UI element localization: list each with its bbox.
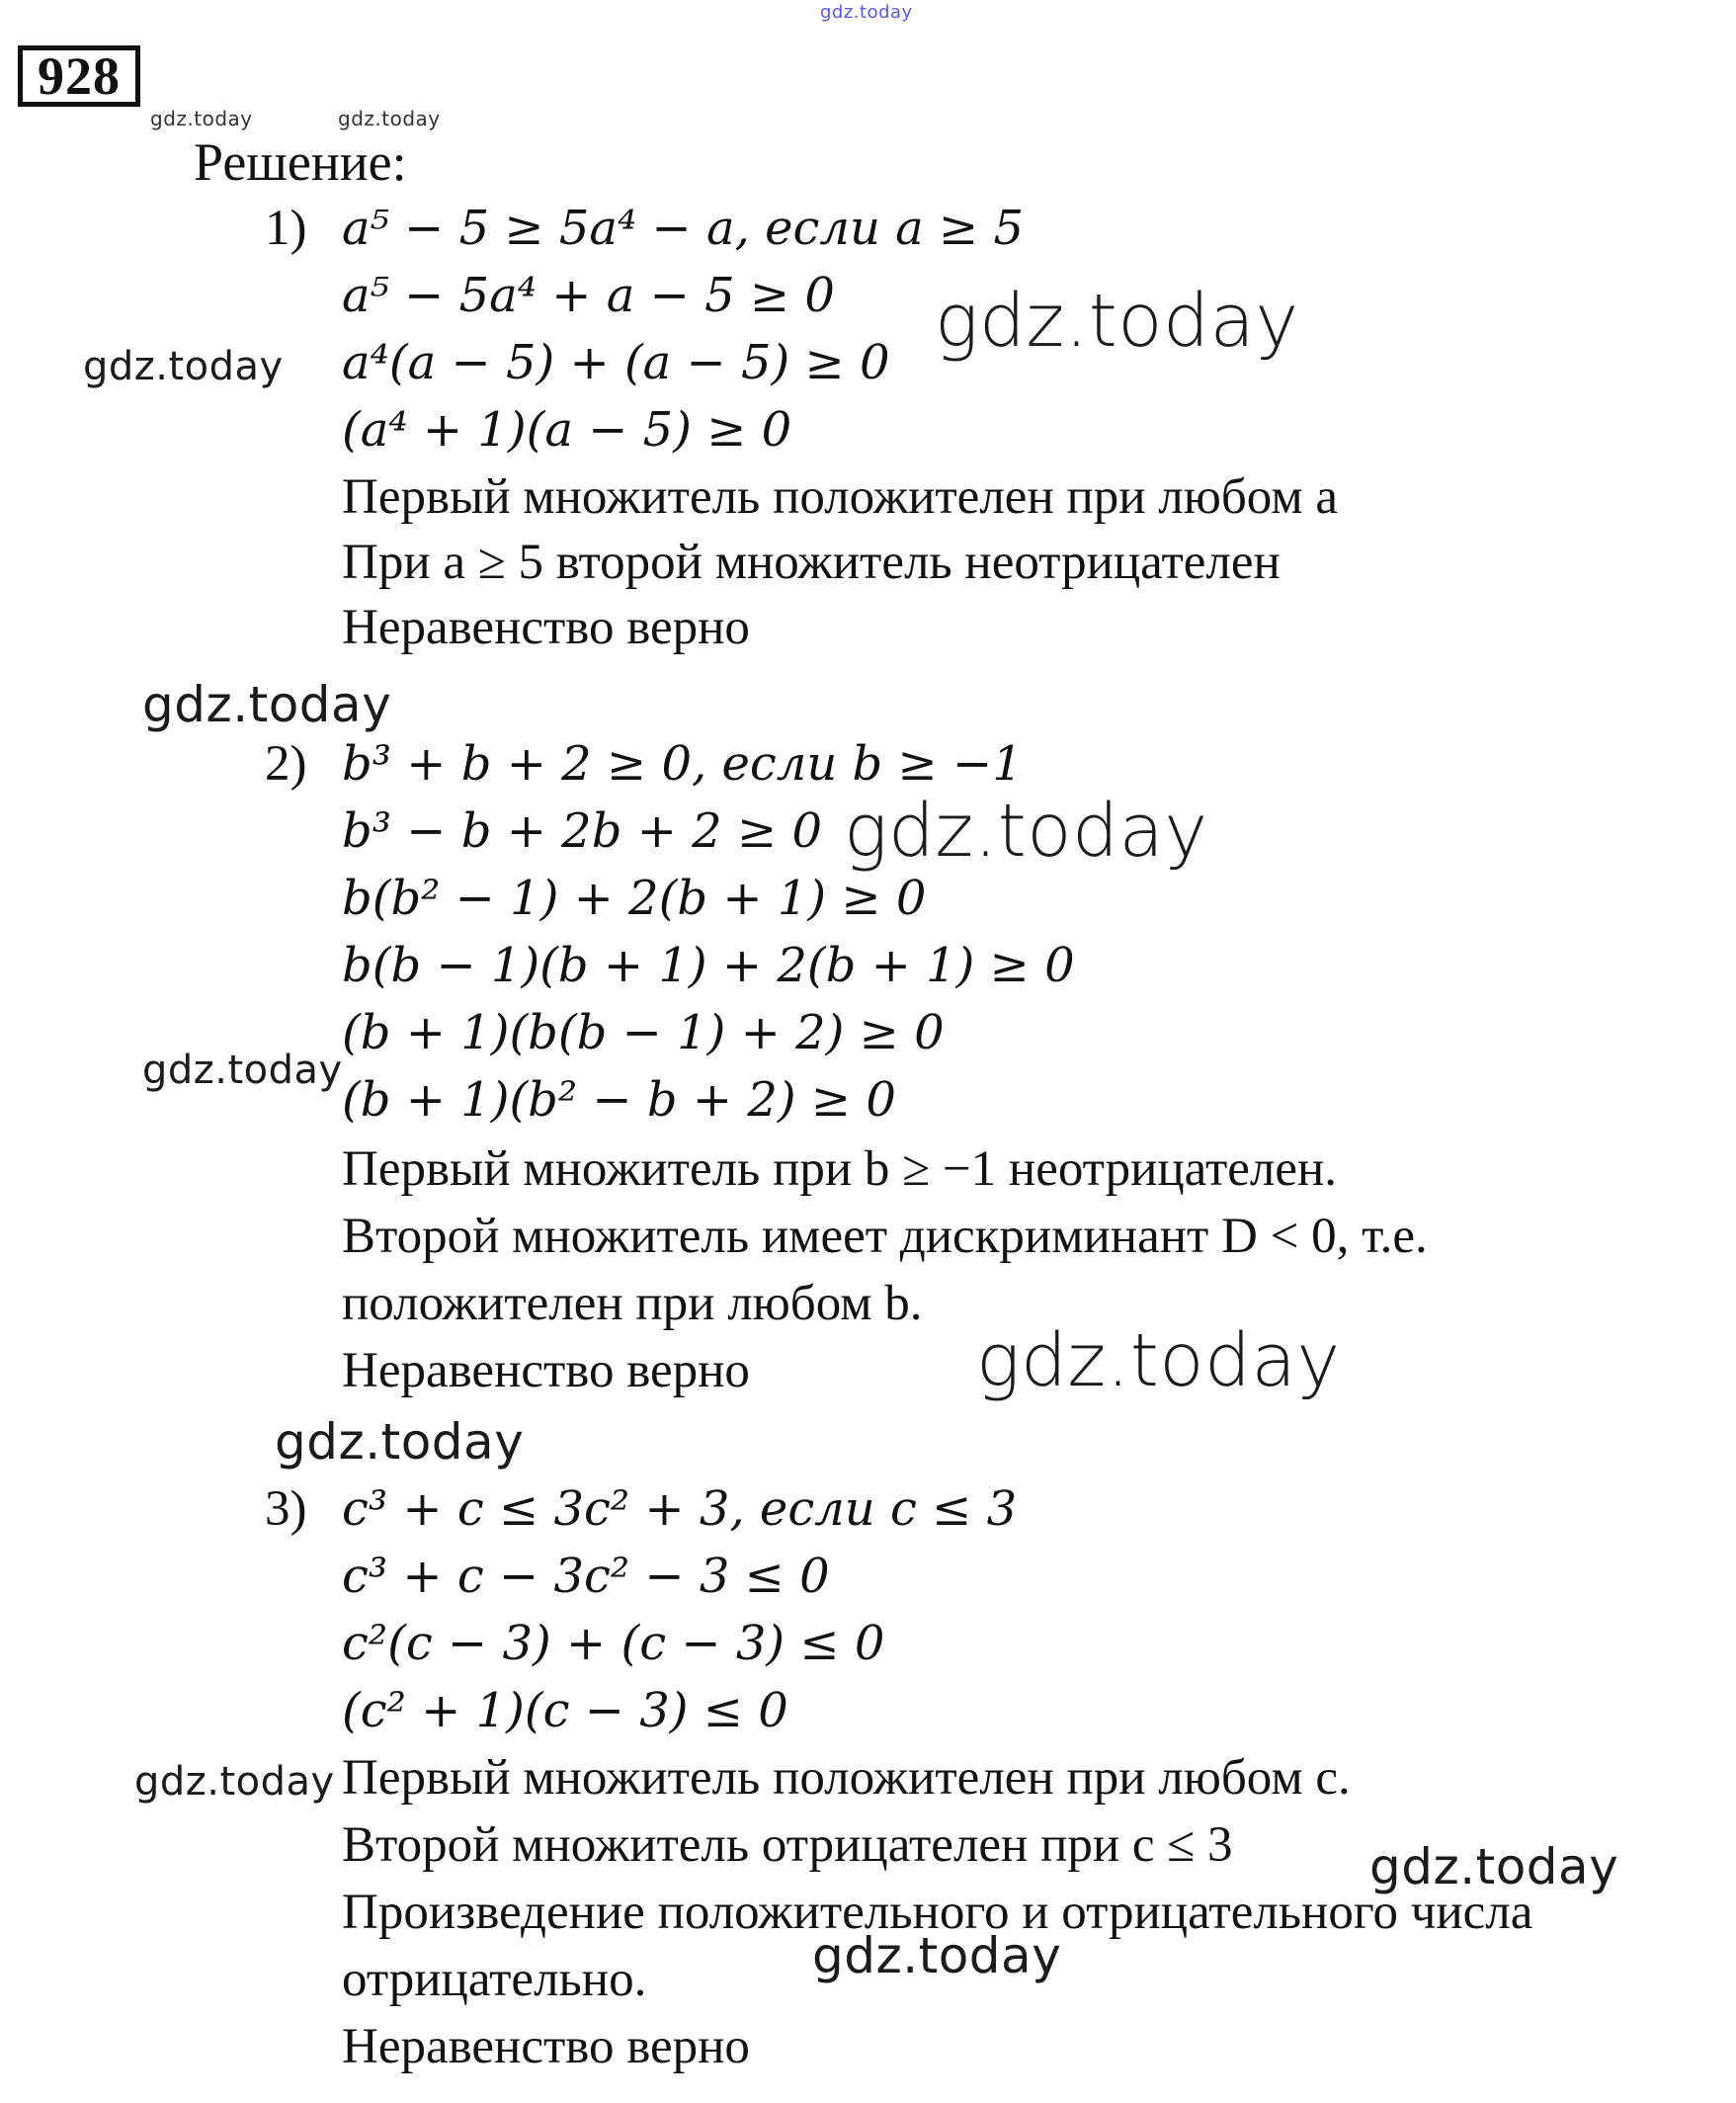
watermark: gdz.today <box>142 1048 343 1093</box>
equation-line: b³ + b + 2 ≥ 0, если b ≥ −1 <box>342 736 1023 792</box>
solution-label: Решение: <box>194 132 407 192</box>
equation-line: c³ + c ≤ 3c² + 3, если c ≤ 3 <box>342 1481 1018 1537</box>
text-line: Первый множитель положителен при любом c. <box>342 1750 1351 1806</box>
watermark: gdz.today <box>820 2 913 23</box>
watermark: gdz.today <box>935 279 1299 364</box>
equation-line: c³ + c − 3c² − 3 ≤ 0 <box>342 1549 830 1604</box>
equation-line: (b + 1)(b² − b + 2) ≥ 0 <box>342 1072 896 1128</box>
equation-line: a⁵ − 5 ≥ 5a⁴ − a, если a ≥ 5 <box>342 201 1025 256</box>
conclusion-line: Неравенство верно <box>342 1343 750 1398</box>
watermark: gdz.today <box>844 789 1208 874</box>
equation-line: b(b² − 1) + 2(b + 1) ≥ 0 <box>342 871 927 926</box>
text-line: отрицательно. <box>342 1952 647 2007</box>
watermark: gdz.today <box>275 1413 525 1471</box>
text-line: Второй множитель отрицателен при c ≤ 3 <box>342 1817 1233 1873</box>
part-index: 1) <box>265 201 307 256</box>
equation-line: c²(c − 3) + (c − 3) ≤ 0 <box>342 1616 885 1671</box>
part-index: 3) <box>265 1481 307 1537</box>
problem-number: 928 <box>18 45 140 107</box>
part-index: 2) <box>265 736 307 792</box>
equation-line: (b + 1)(b(b − 1) + 2) ≥ 0 <box>342 1005 945 1060</box>
text-line: Произведение положительного и отрицательного числа <box>342 1885 1533 1940</box>
watermark: gdz.today <box>150 107 253 130</box>
text-line: При a ≥ 5 второй множитель неотрицателен <box>342 535 1281 590</box>
watermark: gdz.today <box>83 344 284 389</box>
watermark: gdz.today <box>976 1318 1341 1403</box>
watermark: gdz.today <box>1369 1838 1619 1895</box>
text-line: Второй множитель имеет дискриминант D < 0, т.е. <box>342 1209 1428 1264</box>
text-line: Первый множитель положителен при любом a <box>342 469 1338 525</box>
text-line: положителен при любом b. <box>342 1276 923 1331</box>
watermark: gdz.today <box>134 1759 335 1805</box>
equation-line: (c² + 1)(c − 3) ≤ 0 <box>342 1683 788 1738</box>
equation-line: (a⁴ + 1)(a − 5) ≥ 0 <box>342 402 792 458</box>
watermark: gdz.today <box>812 1927 1062 1984</box>
conclusion-line: Неравенство верно <box>342 600 750 655</box>
conclusion-line: Неравенство верно <box>342 2019 750 2074</box>
watermark: gdz.today <box>142 676 392 733</box>
equation-line: a⁴(a − 5) + (a − 5) ≥ 0 <box>342 335 890 390</box>
text-line: Первый множитель при b ≥ −1 неотрицателен. <box>342 1141 1338 1197</box>
watermark: gdz.today <box>338 107 441 130</box>
equation-line: a⁵ − 5a⁴ + a − 5 ≥ 0 <box>342 268 835 323</box>
equation-line: b³ − b + 2b + 2 ≥ 0 <box>342 803 822 859</box>
equation-line: b(b − 1)(b + 1) + 2(b + 1) ≥ 0 <box>342 938 1075 993</box>
